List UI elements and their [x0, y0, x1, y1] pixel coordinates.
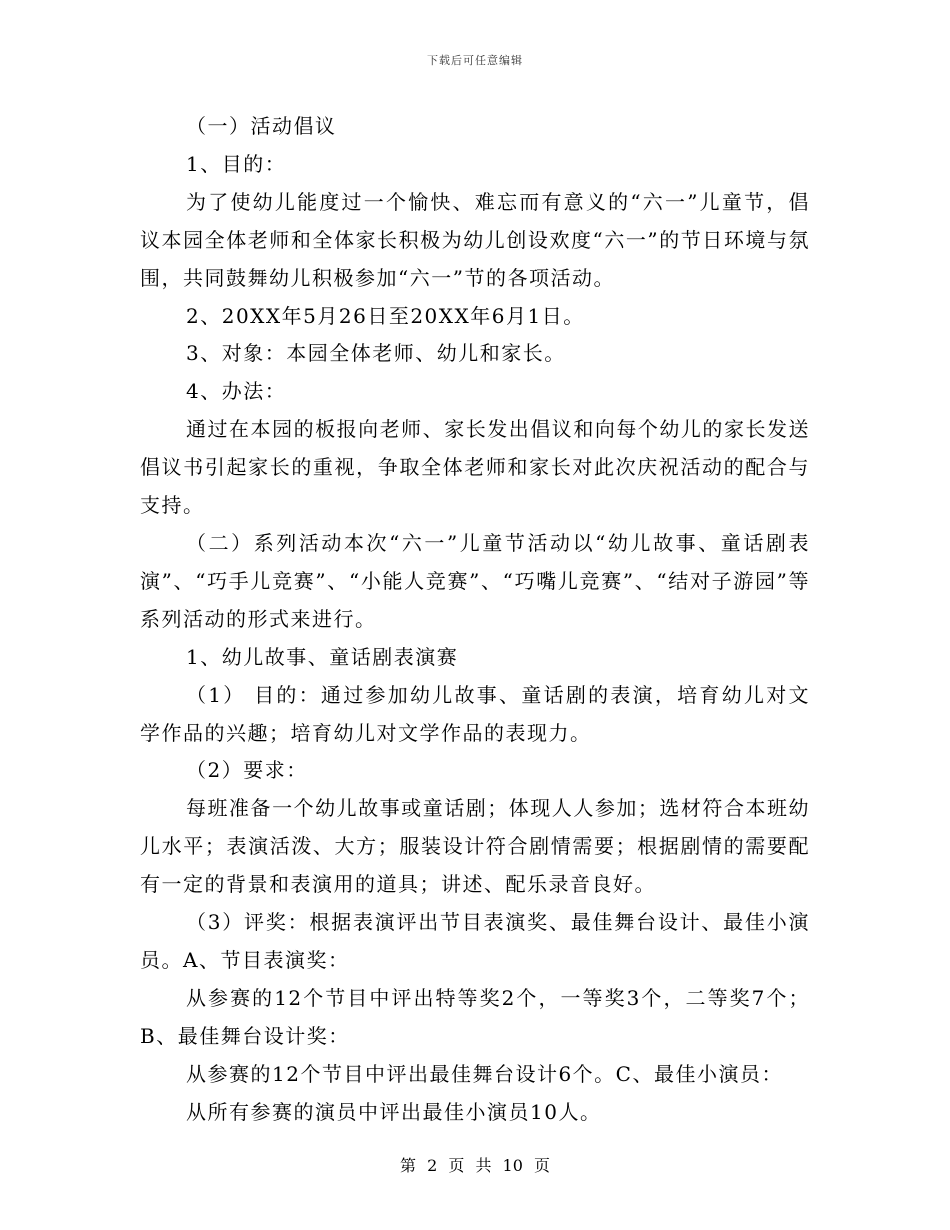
page-header: 下载后可任意编辑	[427, 54, 523, 67]
section-heading-activity-proposal: （一）活动倡议	[186, 114, 337, 138]
item-story-contest-heading: 1、幼儿故事、童话剧表演赛	[186, 644, 459, 669]
item-date-range: 2、20XX年5月26日至20XX年6月1日。	[186, 303, 585, 328]
document-body	[140, 108, 810, 1131]
section-heading-series-activities: （二）系列活动本次“六一”儿童节活动以“幼儿故事、童话剧表演”、“巧手儿竞赛”、“小能人竞赛”、“巧嘴儿竞赛”、“结对子游园”等系列活动的形式来进行。	[140, 530, 810, 631]
item-purpose-heading: 1、目的：	[186, 151, 287, 176]
paragraph-performance-awards: 从参赛的12个节目中评出特等奖2个，一等奖3个，二等奖7个；B、最佳舞台设计奖：	[140, 985, 810, 1048]
sub-item-requirements-heading: （2）要求：	[186, 758, 308, 783]
paragraph-best-actor-awards: 从所有参赛的演员中评出最佳小演员10人。	[186, 1099, 602, 1124]
sub-item-goal: （1） 目的：通过参加幼儿故事、童话剧的表演，培育幼儿对文学作品的兴趣；培育幼儿对文学作品的表现力。	[140, 682, 810, 745]
paragraph-method: 通过在本园的板报向老师、家长发出倡议和向每个幼儿的家长发送倡议书引起家长的重视，争取全体老师和家长对此次庆祝活动的配合与支持。	[140, 417, 810, 518]
sub-item-awards: （3）评奖：根据表演评出节目表演奖、最佳舞台设计、最佳小演员。A、节目表演奖：	[140, 910, 810, 972]
item-audience: 3、对象：本园全体老师、幼儿和家长。	[186, 341, 566, 366]
page-footer: 第 2 页 共 10 页	[400, 1156, 550, 1175]
paragraph-requirements: 每班准备一个幼儿故事或童话剧；体现人人参加；选材符合本班幼儿水平；表演活泼、大方；服装设计符合剧情需要；根据剧情的需要配有一定的背景和表演用的道具；讲述、配乐录音良好。	[140, 796, 810, 897]
paragraph-purpose: 为了使幼儿能度过一个愉快、难忘而有意义的“六一”儿童节，倡议本园全体老师和全体家长积极为幼儿创设欢度“六一”的节日环境与氛围，共同鼓舞幼儿积极参加“六一”节的各项活动。	[140, 189, 810, 290]
paragraph-stage-design-awards: 从参赛的12个节目中评出最佳舞台设计6个。C、最佳小演员：	[186, 1061, 783, 1086]
item-method-heading: 4、办法：	[186, 379, 287, 404]
